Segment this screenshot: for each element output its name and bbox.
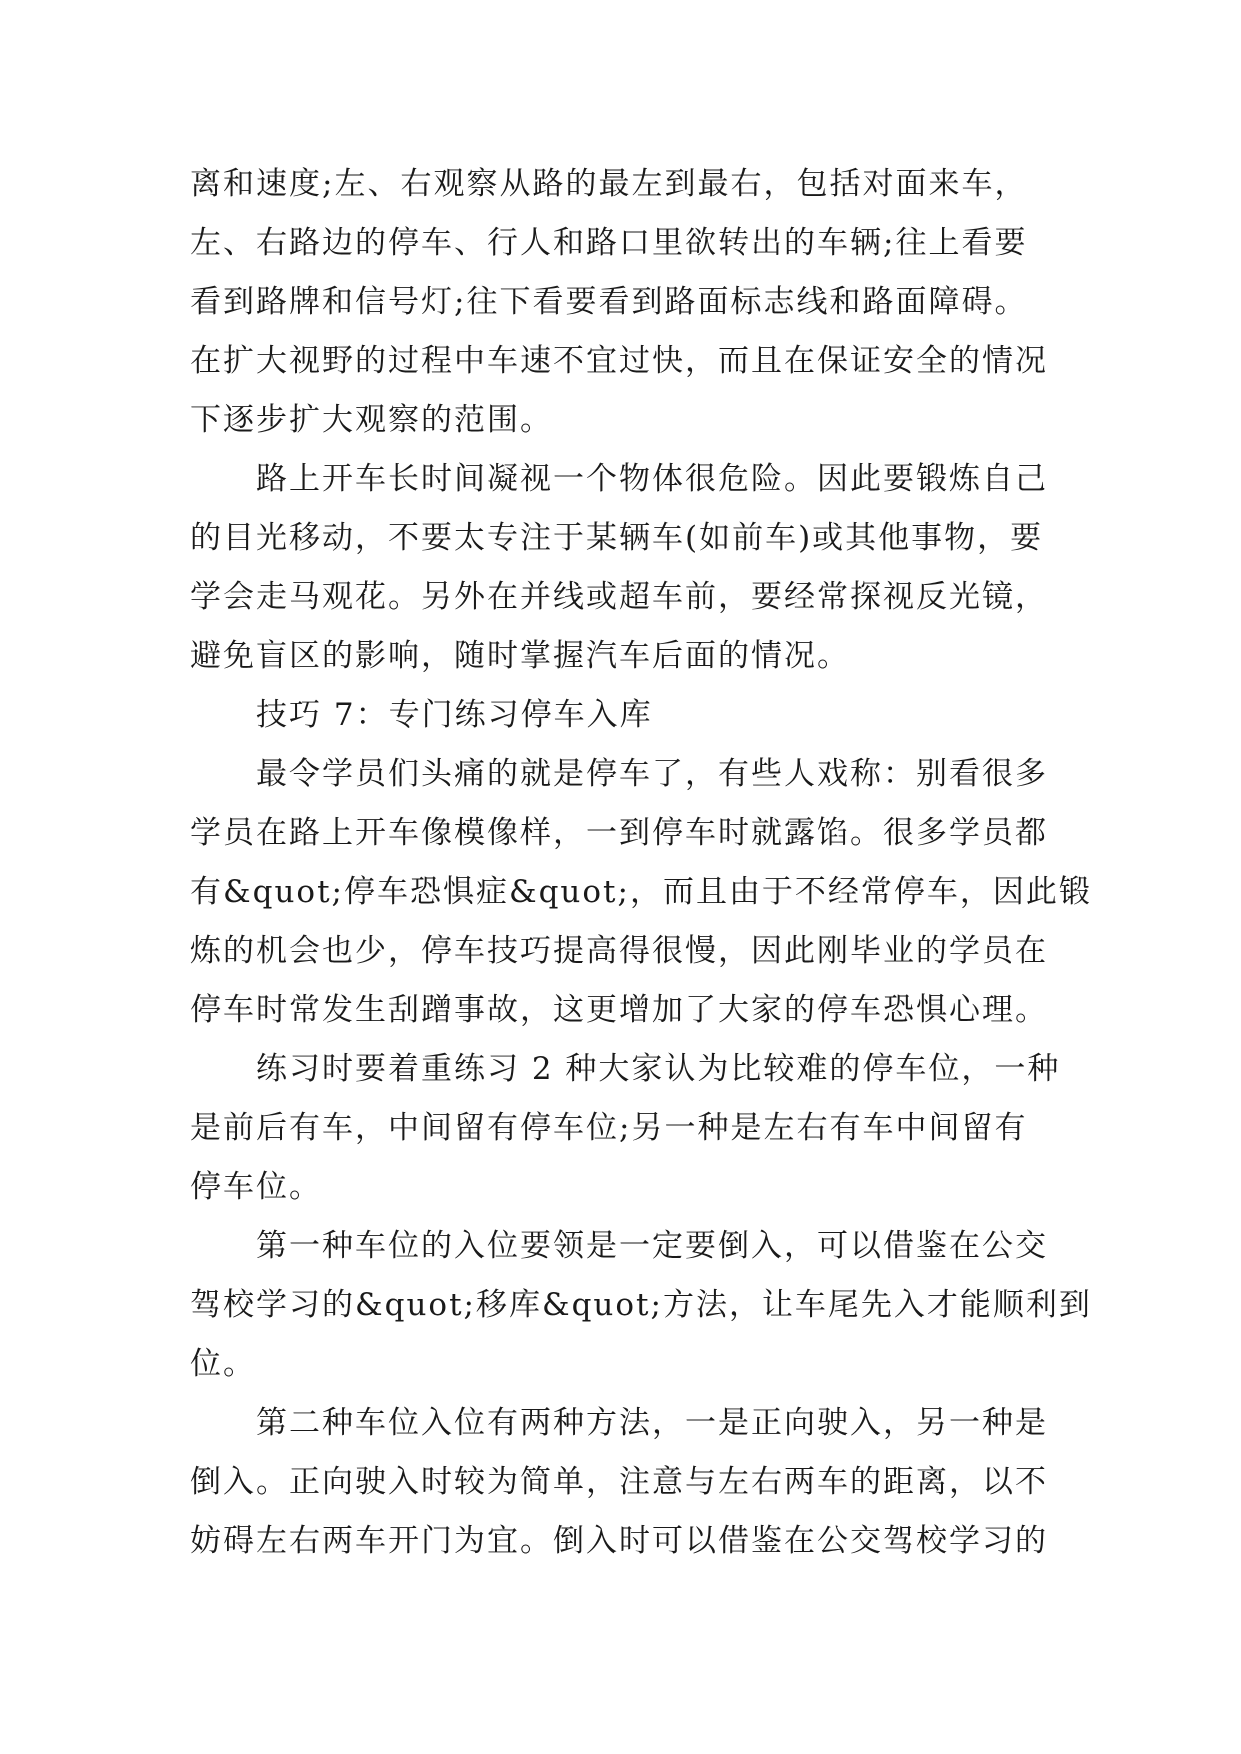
text-line: 炼的机会也少，停车技巧提高得很慢，因此刚毕业的学员在 [190,933,1048,969]
paragraph-first-line: 第一种车位的入位要领是一定要倒入，可以借鉴在公交 [256,1228,1048,1264]
paragraph-first-line: 路上开车长时间凝视一个物体很危险。因此要锻炼自己 [256,461,1048,497]
text-line: 避免盲区的影响，随时掌握汽车后面的情况。 [190,638,850,674]
text-line: 在扩大视野的过程中车速不宜过快，而且在保证安全的情况 [190,343,1048,379]
text-line: 倒入。正向驶入时较为简单，注意与左右两车的距离，以不 [190,1464,1048,1500]
text-line: 左、右路边的停车、行人和路口里欲转出的车辆;往上看要 [190,225,1028,261]
text-line: 位。 [190,1346,256,1382]
text-line: 驾校学习的&quot;移库&quot;方法，让车尾先入才能顺利到 [190,1287,1092,1323]
text-line: 看到路牌和信号灯;往下看要看到路面标志线和路面障碍。 [190,284,1028,320]
text-line: 有&quot;停车恐惧症&quot;，而且由于不经常停车，因此锻 [190,874,1092,910]
text-line: 学员在路上开车像模像样，一到停车时就露馅。很多学员都 [190,815,1048,851]
paragraph-first-line: 第二种车位入位有两种方法，一是正向驶入，另一种是 [256,1405,1048,1441]
text-line: 学会走马观花。另外在并线或超车前，要经常探视反光镜， [190,579,1048,615]
body-text [190,155,1092,1571]
text-line: 停车位。 [190,1169,322,1205]
text-line: 下逐步扩大观察的范围。 [190,402,553,438]
text-line: 停车时常发生刮蹭事故，这更增加了大家的停车恐惧心理。 [190,992,1048,1028]
text-line: 离和速度;左、右观察从路的最左到最右，包括对面来车， [190,166,1028,202]
text-line: 妨碍左右两车开门为宜。倒入时可以借鉴在公交驾校学习的 [190,1523,1048,1559]
paragraph-first-line: 最令学员们头痛的就是停车了，有些人戏称：别看很多 [256,756,1048,792]
text-line: 的目光移动，不要太专注于某辆车(如前车)或其他事物，要 [190,520,1044,556]
paragraph-first-line: 练习时要着重练习 2 种大家认为比较难的停车位，一种 [256,1051,1061,1087]
section-heading: 技巧 7：专门练习停车入库 [256,697,653,733]
text-line: 是前后有车，中间留有停车位;另一种是左右有车中间留有 [190,1110,1028,1146]
